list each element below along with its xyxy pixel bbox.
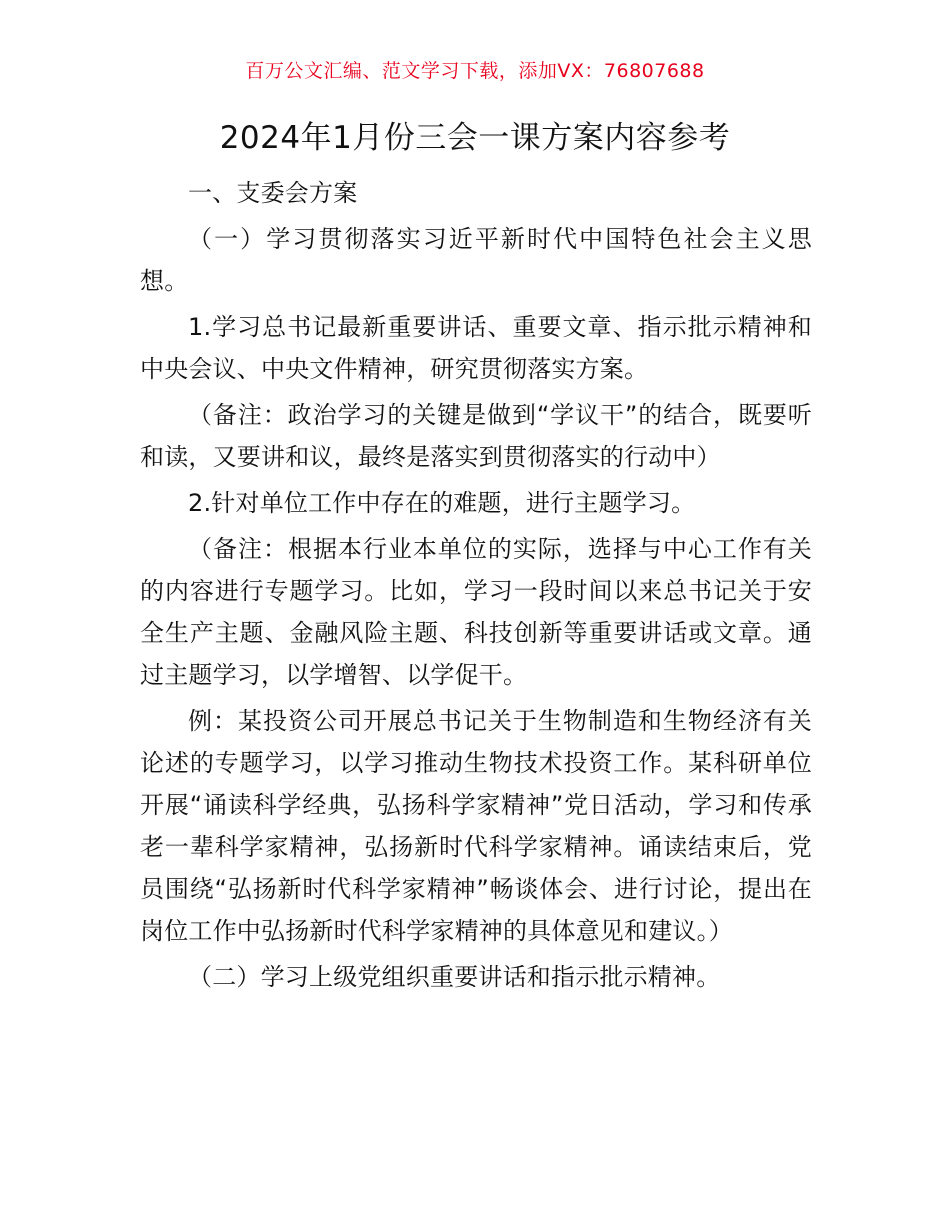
paragraph-note-1: （备注：政治学习的关键是做到“学议干”的结合，既要听和读，又要讲和议，最终是落实到贯彻落实的行动中） — [140, 401, 812, 471]
section-heading: 一、支委会方案 — [188, 179, 358, 207]
paragraph-note-2: （备注：根据本行业本单位的实际，选择与中心工作有关的内容进行专题学习。比如，学习一段时间以来总书记关于安全生产主题、金融风险主题、科技创新等重要讲话或文章。通过主题学习，以学增智、以学促干。 — [140, 535, 812, 689]
paragraph-item-2: 2.针对单位工作中存在的难题，进行主题学习。 — [188, 489, 696, 517]
document-title: 2024年1月份三会一课方案内容参考 — [219, 120, 731, 156]
paragraph-example: 例：某投资公司开展总书记关于生物制造和生物经济有关论述的专题学习，以学习推动生物技术投资工作。某科研单位开展“诵读科学经典，弘扬科学家精神”党日活动，学习和传承老一辈科学家精神，弘扬新时代科学家精神。诵读结束后，党员围绕“弘扬新时代科学家精神”畅谈体会、进行讨论，提出在岗位工作中弘扬新时代科学家精神的具体意见和建议。） — [140, 707, 812, 945]
subsection-heading: （一）学习贯彻落实习近平新时代中国特色社会主义思想。 — [140, 225, 812, 295]
paragraph-item-1: 1.学习总书记最新重要讲话、重要文章、指示批示精神和中央会议、中央文件精神，研究贯彻落实方案。 — [140, 313, 812, 383]
watermark-banner: 百万公文汇编、范文学习下载，添加VX：76807688 — [245, 60, 705, 82]
document-body — [140, 172, 812, 998]
subsection-heading-2: （二）学习上级党组织重要讲话和指示批示精神。 — [188, 963, 721, 991]
